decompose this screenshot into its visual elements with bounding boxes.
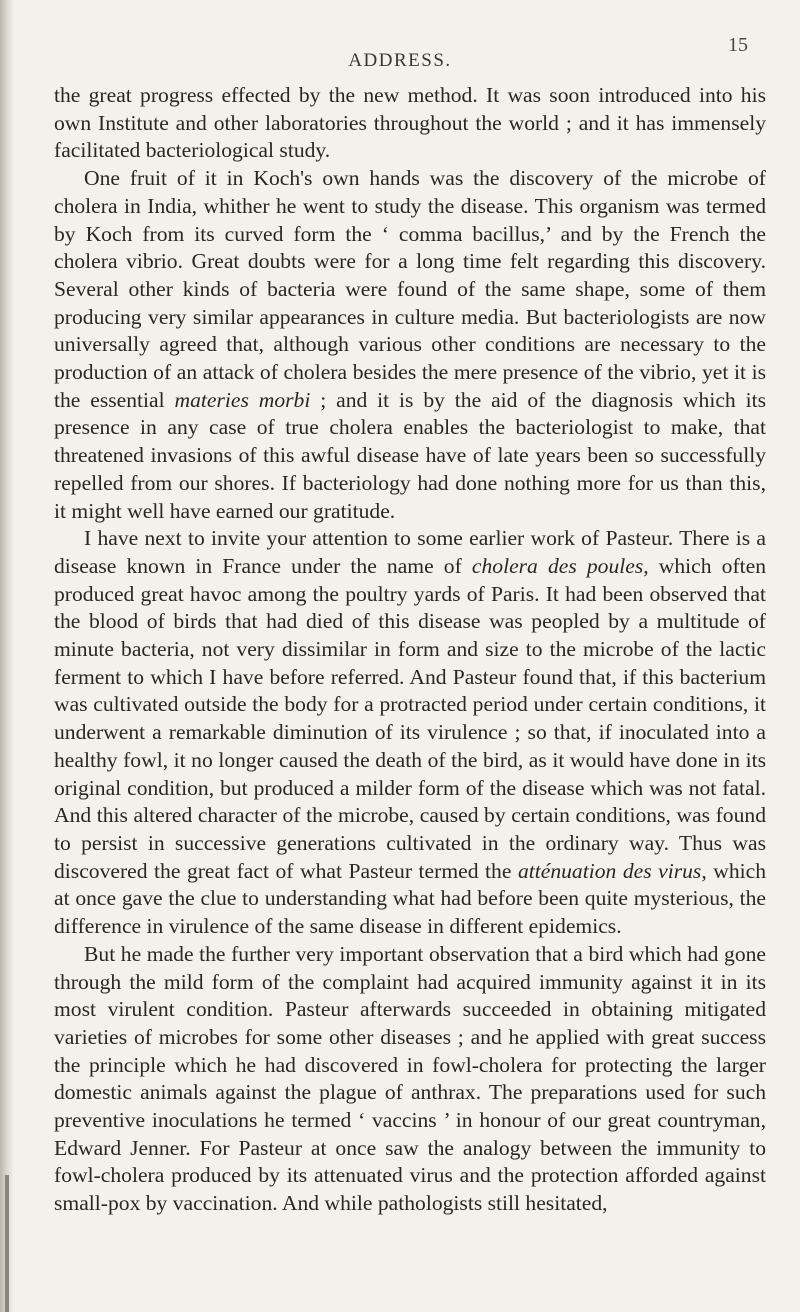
paragraph-2-text-b: ; and it is by the aid of the diagnosis which its presence in any case of true cholera enables the bacteriologist to make, that threatened invasions of this awful disease have of late years been so successfully repelled from our shores. If bacteriology had done nothing more for us than this, it might well have earned our gratitude. [54,387,766,523]
paragraph-3-italic-phrase-2: atténuation des virus [517,858,702,883]
binding-mark [5,1175,9,1312]
running-title: ADDRESS. [348,50,452,71]
paragraph-3-italic-phrase-1: cholera des poules [471,553,644,578]
paragraph-1-text: the great progress effected by the new method. It was soon introduced into his own Institute and other laboratories throughout the world ; and it has immensely facilitated bacteriological study. [54,83,766,163]
body-text [54,82,766,1218]
page-edge-shadow [0,0,14,1312]
paragraph-2-text-a: One fruit of it in Koch's own hands was the discovery of the microbe of cholera in India, whither he went to study the disease. This organism was termed by Koch from its curved form the ‘ comma bacillus,’ and by the French the cholera vibrio. Great doubts were for a long time felt regarding this discovery. Several other kinds of bacteria were found of the same shape, some of them producing very similar appearances in culture media. But bacteriologists are now universally agreed that, although various other conditions are necessary to the production of an attack of cholera besides the mere presence of the vibrio, yet it is the essential [54,166,766,412]
page-number: 15 [728,34,748,56]
paragraph-3-text-b: , which often produced great havoc among the poultry yards of Paris. It had been observed that the blood of birds that had died of this disease was peopled by a multitude of minute bacteria, not very dissimilar in form and size to the microbe of the lactic ferment to which I have before referred. And Pasteur found that, if this bacterium was cultivated outside the body for a protracted period under certain conditions, it underwent a remarkable diminution of its virulence ; so that, if inoculated into a healthy fowl, it no longer caused the death of the bird, as it would have done in its original condition, but produced a milder form of the disease which was not fatal. And this altered character of the microbe, caused by certain conditions, was found to persist in successive generations cultivated in the ordinary way. Thus was discovered the great fact of what Pasteur termed the [54,553,767,883]
paragraph-3 [54,525,766,941]
paragraph-4-text: But he made the further very important observation that a bird which had gone through the mild form of the complaint had acquired immunity against it in its most virulent condition. Pasteur afterwards succeeded in obtaining mitigated varieties of microbes for some other diseases ; and he applied with great success the principle which he had discovered in fowl-cholera for protecting the larger domestic animals against the plague of anthrax. The preparations used for such preventive inoculations he termed ‘ vaccins ’ in honour of our great countryman, Edward Jenner. For Pasteur at once saw the analogy between the immunity to fowl-cholera produced by its attenuated virus and the protection afforded against small-pox by vaccination. And while pathologists still hesitated, [54,941,766,1216]
paragraph-2-italic-phrase: materies morbi [174,387,311,412]
paragraph-3-text-c: , which at once gave the clue to understanding what had before been quite mysterious, the difference in virulence of the same disease in different epidemics. [54,858,766,939]
paragraph-2 [54,165,766,525]
paragraph-1 [54,82,766,165]
paragraph-4 [54,941,766,1218]
running-head [0,34,800,74]
paragraph-3-text-a: I have next to invite your attention to some earlier work of Pasteur. There is a disease known in France under the name of [54,526,766,578]
